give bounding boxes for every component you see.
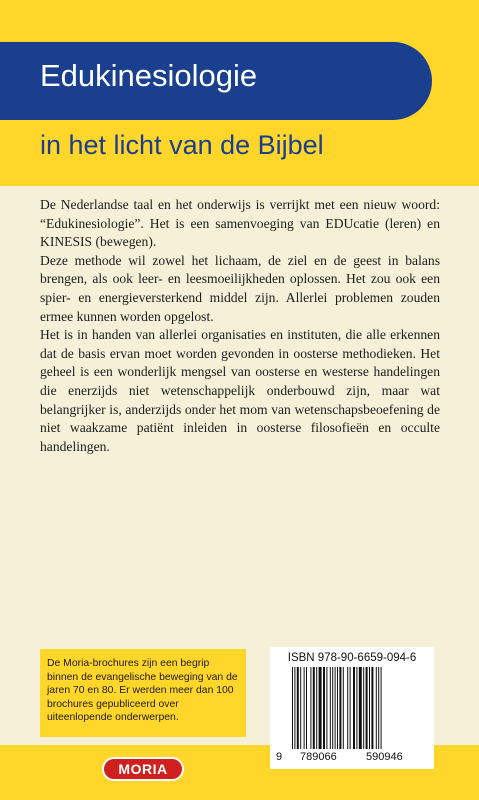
paragraph-2: Deze methode wil zowel het lichaam, de ziel en de geest in balans brengen, als ook leer- en leesmoeilijkheden oplossen. Het zou ook een spier- en energieversterkend middel zijn. Allerlei problemen zouden ermee kunnen worden opgelost. (40, 252, 440, 324)
book-title: Edukinesiologie (40, 58, 258, 93)
barcode-digits-left: 789066 (300, 751, 337, 763)
back-cover-text (40, 196, 440, 456)
barcode-panel (270, 647, 434, 769)
paragraph-1: De Nederlandse taal en het onderwijs is verrijkt met een nieuw woord: “Edukinesiologie”. Het is een samenvoeging van EDUcatie (leren) en KINESIS (bewegen). (40, 197, 440, 250)
barcode-digits-right: 590946 (366, 751, 403, 763)
book-subtitle: in het licht van de Bijbel (40, 130, 324, 160)
barcode-icon (292, 667, 426, 749)
series-info-box: De Moria-brochures zijn een begrip binnen de evangelische beweging van de jaren 70 en 80. Er werden meer dan 100 brochures gepubliceerd over uiteenlopende onderwerpen. (40, 649, 246, 737)
barcode-digit-lead: 9 (276, 751, 283, 763)
paragraph-3: Het is in handen van allerlei organisaties en instituten, die alle erkennen dat de basis ervan moet worden gevonden in oosterse methodieken. Het geheel is een wonderlijk mengsel van oosterse en westerse handelingen die enerzijds niet wetenschappelijk onderbouwd zijn, maar wat belangrijker is, anderzijds onder het mom van wetenschapsbeoefening de niet waakzame patiënt inleiden in oosterse filosofieën en occulte handelingen. (40, 327, 440, 454)
moria-logo: MORIA (102, 757, 184, 781)
isbn-number: ISBN 978-90-6659-094-6 (287, 652, 417, 664)
